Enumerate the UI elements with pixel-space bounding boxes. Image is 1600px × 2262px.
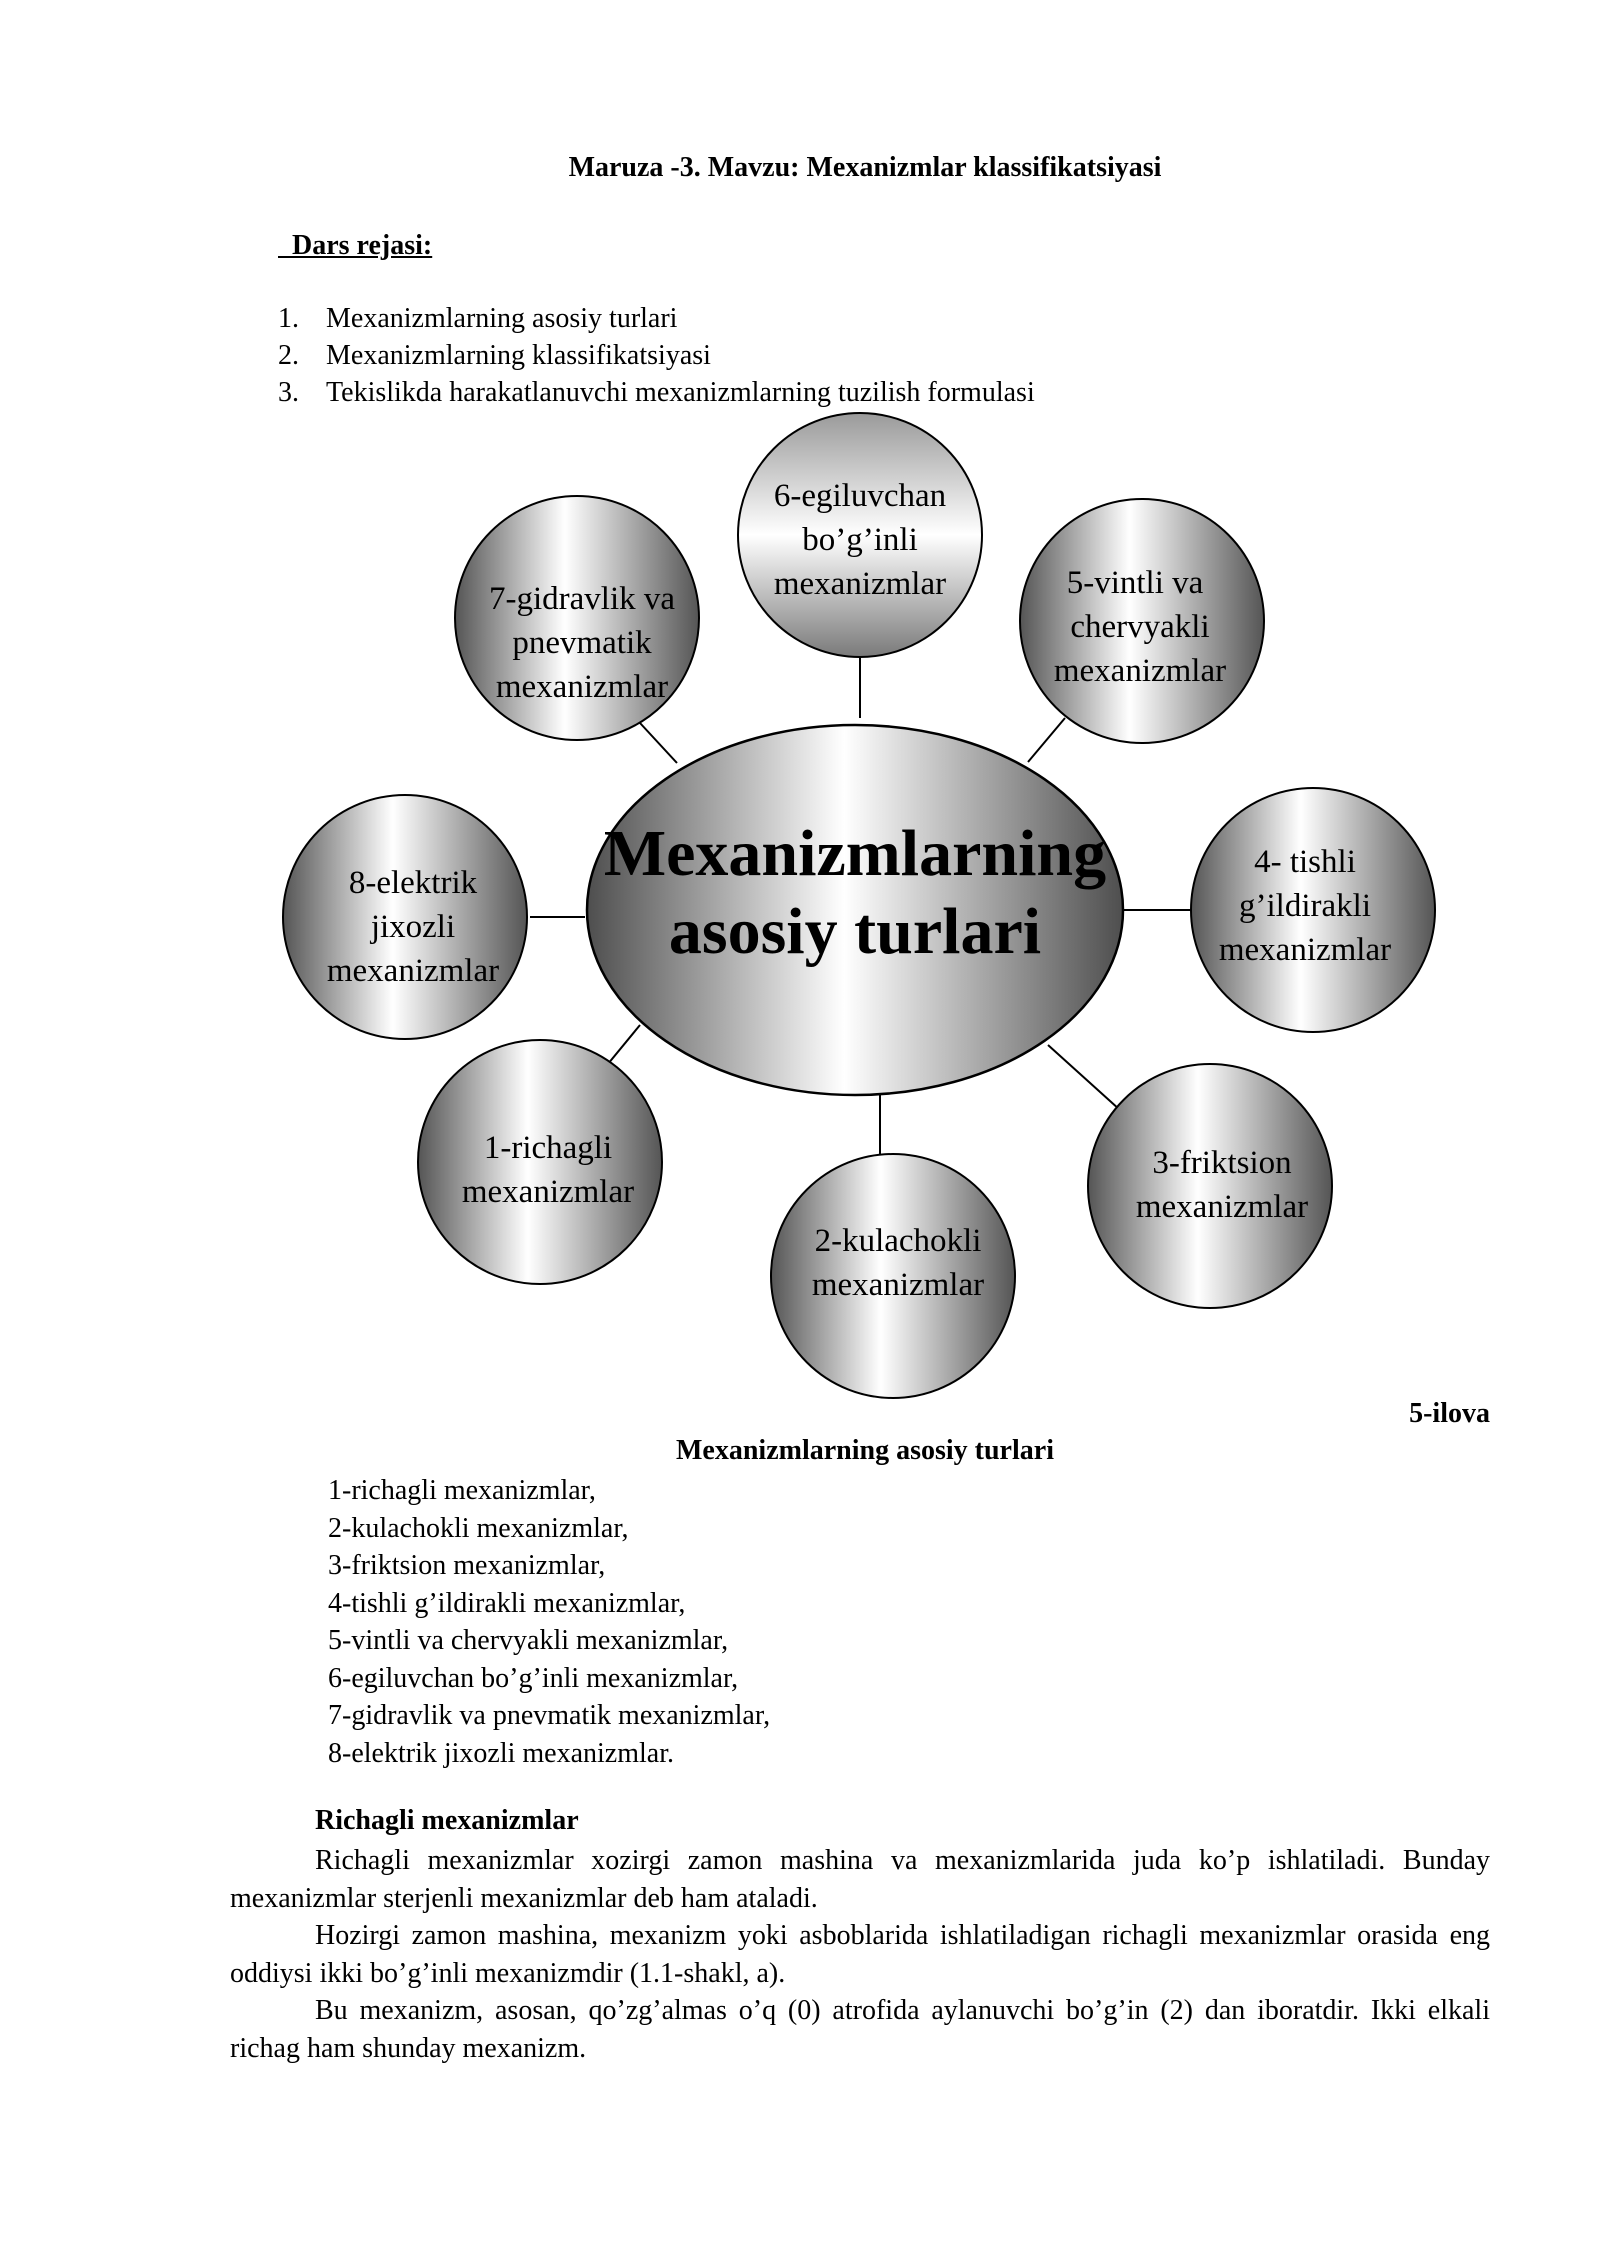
node-label-line: g’ildirakli bbox=[1239, 888, 1371, 924]
center-node bbox=[587, 725, 1123, 1095]
types-heading: Mexanizmlarning asosiy turlari bbox=[676, 1435, 1054, 1466]
node-label-line: 3-friktsion bbox=[1152, 1145, 1292, 1181]
node-label-line: mexanizmlar bbox=[1218, 932, 1392, 968]
section-body bbox=[230, 1842, 1490, 2067]
lesson-plan-item-number: 3. bbox=[278, 377, 299, 408]
node-label-line: 8-elektrik bbox=[348, 865, 478, 901]
node-label-line: mexanizmlar bbox=[495, 669, 669, 705]
node-label-line: mexanizmlar bbox=[773, 566, 947, 602]
lesson-plan-item-number: 2. bbox=[278, 340, 299, 371]
types-list bbox=[328, 1472, 770, 1772]
node-friktsion bbox=[1088, 1064, 1332, 1308]
node-label-line: mexanizmlar bbox=[811, 1267, 985, 1303]
body-paragraph: Bu mexanizm, asosan, qo’zg’almas o’q (0) atrofida aylanuvchi bo’g’in (2) dan iboratdir. Ikki elkali richag ham shunday mexanizm. bbox=[230, 1995, 1490, 2064]
node-label-line: bo’g’inli bbox=[802, 522, 918, 558]
node-elektrik bbox=[283, 795, 527, 1039]
node-label-line: 5-vintli va bbox=[1066, 565, 1204, 601]
types-list-item: 2-kulachokli mexanizmlar, bbox=[328, 1512, 629, 1544]
appendix-label: 5-ilova bbox=[1409, 1398, 1490, 1429]
connector-line bbox=[640, 723, 677, 763]
node-label-line: 4- tishli bbox=[1254, 844, 1356, 880]
types-list-item: 8-elektrik jixozli mexanizmlar. bbox=[328, 1737, 674, 1769]
node-label-line: mexanizmlar bbox=[326, 953, 500, 989]
node-label-line: mexanizmlar bbox=[1135, 1189, 1309, 1225]
center-node-line: asosiy turlari bbox=[668, 895, 1042, 968]
node-label-line: chervyakli bbox=[1070, 609, 1210, 645]
connector-line bbox=[1048, 1045, 1120, 1110]
lesson-plan-item bbox=[278, 300, 1035, 337]
center-node-line: Mexanizmlarning bbox=[603, 817, 1107, 890]
lesson-plan-item-text: Mexanizmlarning asosiy turlari bbox=[326, 303, 678, 334]
node-egiluvchan bbox=[738, 413, 982, 657]
types-list-item: 7-gidravlik va pnevmatik mexanizmlar, bbox=[328, 1700, 771, 1731]
node-label-line: 7-gidravlik va bbox=[488, 581, 676, 617]
node-label-line: jixozli bbox=[370, 909, 456, 945]
lesson-plan-item-text: Tekislikda harakatlanuvchi mexanizmlarning tuzilish formulasi bbox=[326, 377, 1035, 408]
lesson-plan-list bbox=[278, 300, 1035, 411]
node-label-line: mexanizmlar bbox=[461, 1174, 635, 1210]
types-list-item: 1-richagli mexanizmlar, bbox=[328, 1475, 596, 1506]
node-label-line: 2-kulachokli bbox=[814, 1223, 982, 1259]
page-title: Maruza -3. Mavzu: Mexanizmlar klassifikatsiyasi bbox=[568, 152, 1162, 183]
node-vintli bbox=[1020, 499, 1264, 743]
node-gidravlik bbox=[455, 496, 699, 740]
body-paragraph: Hozirgi zamon mashina, mexanizm yoki asboblarida ishlatiladigan richagli mexanizmlar orasida eng oddiysi ikki bo’g’inli mexanizmdir (1.1-shakl, a). bbox=[230, 1920, 1490, 1989]
lesson-plan-item-text: Mexanizmlarning klassifikatsiyasi bbox=[326, 340, 711, 371]
body-paragraph: Richagli mexanizmlar xozirgi zamon mashina va mexanizmlarida juda ko’p ishlatiladi. Bunday mexanizmlar sterjenli mexanizmlar deb ham ataladi. bbox=[230, 1845, 1490, 1914]
connector-line bbox=[1028, 718, 1065, 762]
lesson-plan-heading: Dars rejasi: bbox=[278, 230, 433, 261]
node-tishli bbox=[1191, 788, 1435, 1032]
lesson-plan-item bbox=[278, 337, 1035, 374]
node-label-line: 1-richagli bbox=[483, 1130, 613, 1166]
node-label-line: mexanizmlar bbox=[1053, 653, 1227, 689]
node-kulachokli bbox=[771, 1154, 1015, 1398]
types-list-item: 5-vintli va chervyakli mexanizmlar, bbox=[328, 1625, 729, 1656]
node-label-line: pnevmatik bbox=[512, 625, 652, 661]
node-richagli bbox=[418, 1040, 662, 1284]
node-label-line: 6-egiluvchan bbox=[773, 478, 947, 514]
section-heading: Richagli mexanizmlar bbox=[315, 1805, 579, 1836]
lesson-plan-item-number: 1. bbox=[278, 303, 299, 334]
types-list-item: 6-egiluvchan bo’g’inli mexanizmlar, bbox=[328, 1662, 739, 1694]
types-list-item: 3-friktsion mexanizmlar, bbox=[328, 1550, 606, 1581]
mechanism-types-diagram bbox=[0, 400, 1600, 1400]
types-list-item: 4-tishli g’ildirakli mexanizmlar, bbox=[328, 1587, 686, 1619]
